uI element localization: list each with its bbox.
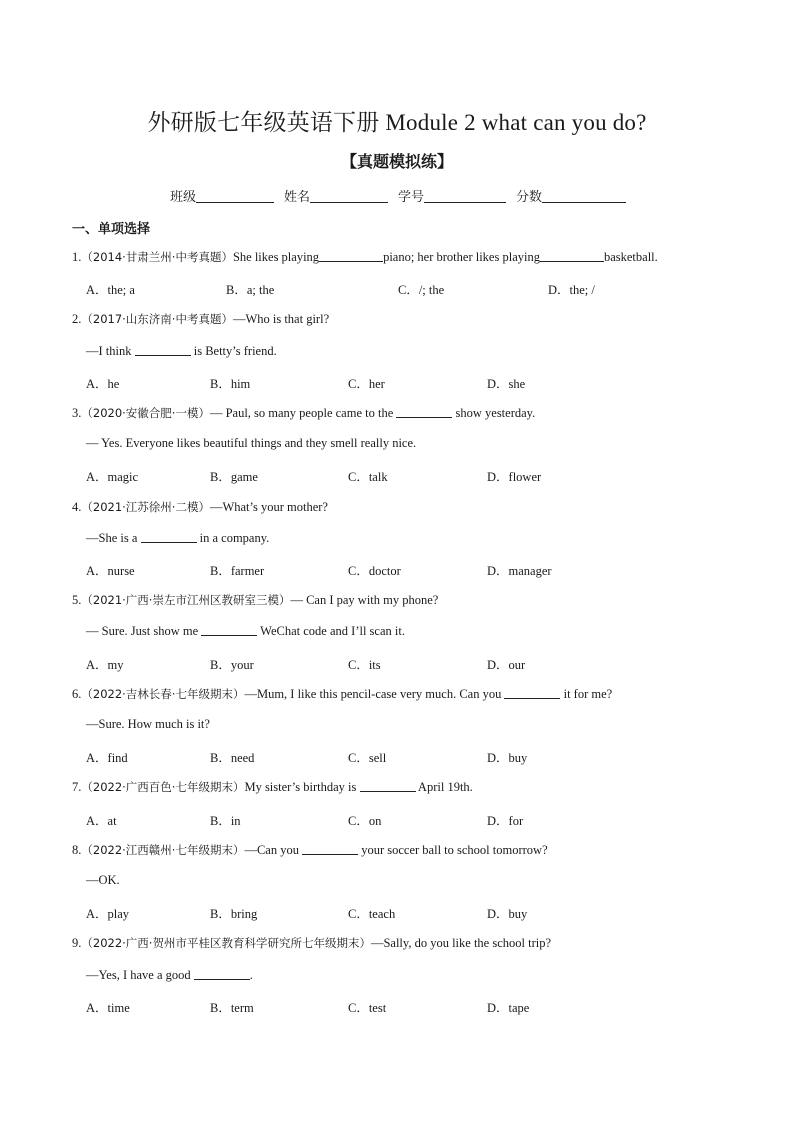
- answer-option[interactable]: D．the; /: [548, 283, 595, 298]
- answer-option[interactable]: B．need: [210, 751, 255, 766]
- question-stem: [72, 779, 473, 795]
- question-number: 4.: [72, 499, 82, 514]
- answer-blank[interactable]: [396, 405, 452, 418]
- info-field: [284, 190, 388, 205]
- question-text: —What’s your mother?: [209, 499, 328, 514]
- question-text: it for me?: [560, 686, 613, 701]
- answer-blank[interactable]: [504, 686, 560, 699]
- question-response: [86, 436, 416, 451]
- question-stem: [72, 249, 658, 265]
- answer-option[interactable]: A．he: [86, 376, 120, 391]
- question-stem: [72, 842, 548, 858]
- answer-option[interactable]: B．your: [210, 657, 254, 672]
- answer-option[interactable]: A．my: [86, 657, 124, 672]
- question-text: — Sure. Just show me: [86, 624, 202, 639]
- answer-option[interactable]: A．nurse: [86, 564, 135, 578]
- info-field-blank[interactable]: [310, 188, 388, 203]
- question-number: 5.: [72, 593, 82, 608]
- answer-blank[interactable]: [302, 842, 358, 855]
- info-field: [170, 190, 274, 205]
- question-response: [86, 967, 253, 983]
- info-field-blank[interactable]: [196, 188, 274, 203]
- question-text: — Paul, so many people came to the: [209, 406, 397, 420]
- info-field-label: 姓名: [284, 190, 311, 205]
- question-source: （2022·广西·贺州市平桂区教育科学研究所七年级期末）: [81, 936, 371, 951]
- answer-option[interactable]: B．in: [210, 813, 241, 828]
- answer-option[interactable]: A．time: [86, 1000, 130, 1015]
- answer-blank[interactable]: [540, 249, 604, 262]
- info-field-blank[interactable]: [424, 188, 506, 203]
- question-number: 1.: [72, 250, 82, 264]
- question-text: show yesterday.: [452, 406, 536, 420]
- answer-option[interactable]: D．manager: [487, 564, 552, 578]
- question-text: piano; her brother likes playing: [383, 250, 540, 264]
- question-text: —Sure. How much is it?: [86, 717, 210, 731]
- answer-option[interactable]: B．farmer: [210, 564, 265, 578]
- student-info-line: [170, 186, 636, 205]
- answer-option[interactable]: C．talk: [348, 470, 388, 485]
- answer-option[interactable]: D．tape: [487, 1000, 530, 1015]
- question-source: （2022·江西赣州·七年级期末）: [81, 842, 245, 857]
- page-title: 外研版七年级英语下册 Module 2 what can you do?: [147, 110, 647, 135]
- question-number: 7.: [72, 780, 82, 795]
- question-text: your soccer ball to school tomorrow?: [358, 842, 548, 857]
- answer-option[interactable]: B．term: [210, 1000, 254, 1015]
- answer-blank[interactable]: [135, 343, 191, 356]
- question-text: —Can you: [244, 842, 303, 857]
- info-field-label: 分数: [516, 190, 543, 205]
- question-response: [86, 623, 405, 639]
- answer-option[interactable]: D．flower: [487, 470, 542, 485]
- answer-option[interactable]: C．sell: [348, 751, 387, 766]
- info-field-blank[interactable]: [542, 188, 626, 203]
- answer-option[interactable]: A．find: [86, 751, 128, 766]
- question-number: 6.: [72, 686, 82, 701]
- question-text: —Who is that girl?: [232, 312, 330, 327]
- answer-option[interactable]: B．him: [210, 376, 251, 391]
- info-field: [398, 190, 506, 205]
- question-text: basketball.: [603, 250, 658, 264]
- question-source: （2022·广西百色·七年级期末）: [81, 780, 245, 795]
- info-field-label: 学号: [398, 190, 425, 205]
- answer-option[interactable]: D．buy: [487, 751, 528, 766]
- answer-blank[interactable]: [141, 530, 197, 543]
- question-response: [86, 343, 277, 359]
- question-number: 9.: [72, 936, 82, 951]
- question-stem: [72, 405, 535, 421]
- question-text: —She is a: [86, 530, 141, 545]
- answer-option[interactable]: A．play: [86, 907, 130, 922]
- question-source: （2017·山东济南·中考真题）: [81, 312, 233, 327]
- answer-option[interactable]: A．the; a: [86, 283, 135, 298]
- answer-option[interactable]: D．buy: [487, 907, 528, 922]
- question-stem: [72, 935, 551, 951]
- answer-option[interactable]: D．our: [487, 657, 526, 672]
- question-text: —Mum, I like this pencil-case very much. Can you: [244, 686, 505, 701]
- question-text: .: [249, 967, 253, 982]
- answer-option[interactable]: C．on: [348, 813, 382, 828]
- info-field: [516, 190, 626, 205]
- question-stem: [72, 592, 438, 608]
- question-text: My sister’s birthday is: [244, 780, 360, 795]
- question-source: （2021·广西·崇左市江州区教研室三模）: [81, 593, 291, 608]
- answer-option[interactable]: D．for: [487, 813, 524, 828]
- answer-blank[interactable]: [360, 779, 416, 792]
- answer-blank[interactable]: [201, 623, 257, 636]
- question-text: —I think: [86, 343, 135, 358]
- question-text: —OK.: [86, 873, 120, 887]
- answer-option[interactable]: C．/; the: [398, 283, 445, 298]
- question-source: （2022·吉林长春·七年级期末）: [81, 686, 245, 701]
- question-response: [86, 530, 269, 546]
- question-stem: [72, 311, 329, 327]
- question-stem: [72, 499, 328, 515]
- question-text: April 19th.: [415, 780, 473, 795]
- question-number: 2.: [72, 312, 82, 327]
- question-text: —Sally, do you like the school trip?: [370, 936, 552, 951]
- answer-option[interactable]: B．bring: [210, 907, 258, 922]
- answer-option[interactable]: C．test: [348, 1000, 387, 1015]
- question-response: [86, 717, 210, 732]
- question-response: [86, 873, 120, 888]
- answer-option[interactable]: C．doctor: [348, 564, 401, 578]
- info-field-label: 班级: [170, 190, 197, 205]
- answer-option[interactable]: C．its: [348, 657, 381, 672]
- question-text: — Yes. Everyone likes beautiful things and they smell really nice.: [86, 436, 417, 451]
- question-text: is Betty’s friend.: [190, 343, 277, 358]
- question-source: （2020·安徽合肥·一模）: [81, 406, 210, 420]
- answer-option[interactable]: B．a; the: [226, 283, 275, 298]
- answer-option[interactable]: B．game: [210, 470, 258, 485]
- question-number: 8.: [72, 842, 82, 857]
- question-text: WeChat code and I’ll scan it.: [257, 624, 405, 639]
- question-text: She likes playing: [232, 250, 320, 264]
- question-source: （2021·江苏徐州·二模）: [81, 499, 210, 514]
- page-subtitle: 【真题模拟练】: [340, 152, 453, 171]
- question-stem: [72, 686, 612, 702]
- answer-option[interactable]: A．magic: [86, 470, 139, 485]
- answer-option[interactable]: C．her: [348, 376, 385, 391]
- answer-blank[interactable]: [194, 967, 250, 980]
- question-text: — Can I pay with my phone?: [290, 593, 439, 608]
- answer-option[interactable]: D．she: [487, 376, 526, 391]
- question-number: 3.: [72, 406, 82, 420]
- answer-option[interactable]: C．teach: [348, 907, 396, 922]
- question-text: in a company.: [196, 530, 270, 545]
- answer-option[interactable]: A．at: [86, 813, 117, 828]
- question-source: （2014·甘肃兰州·中考真题）: [81, 250, 233, 264]
- question-text: —Yes, I have a good: [86, 967, 194, 982]
- answer-blank[interactable]: [319, 249, 383, 262]
- section-title: 一、单项选择: [72, 222, 151, 237]
